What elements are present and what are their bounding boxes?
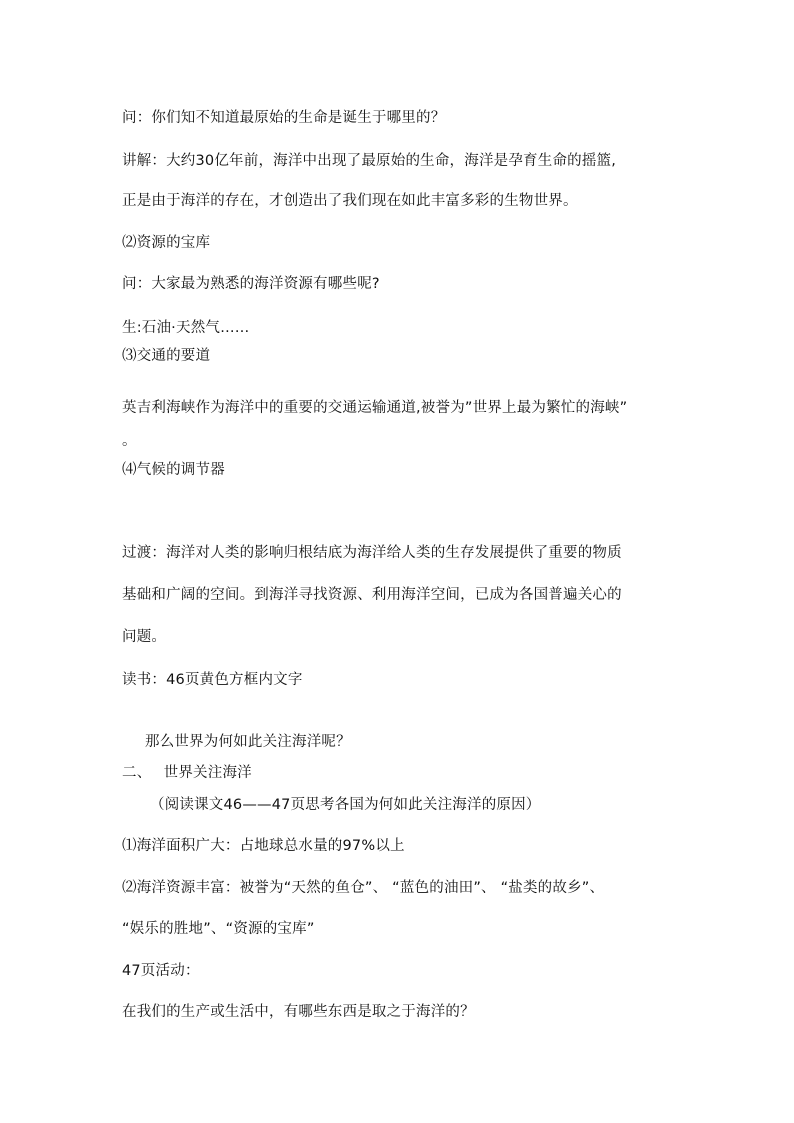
question-world-attention: 那么世界为何如此关注海洋呢？ (145, 734, 351, 750)
reading-assignment: 读书：46页黄色方框内文字 (122, 672, 303, 688)
transition-line-2: 基础和广阔的空间。到海洋寻找资源、利用海洋空间，已成为各国普遍关心的 (122, 587, 622, 603)
question-origin-of-life: 问：你们知不知道最原始的生命是诞生于哪里的？ (122, 110, 446, 126)
reading-instruction: （阅读课文46——47页思考各国为何如此关注海洋的原因） (150, 797, 541, 813)
heading-resource-treasury: ⑵资源的宝库 (122, 235, 211, 251)
activity-question: 在我们的生产或生活中，有哪些东西是取之于海洋的？ (122, 1004, 475, 1020)
activity-heading: 47页活动： (122, 963, 200, 979)
transition-line-3: 问题。 (122, 629, 167, 645)
explanation-line-2: 正是由于海洋的存在，才创造出了我们现在如此丰富多彩的生物世界。 (122, 193, 578, 209)
english-channel-line-2: 。 (122, 433, 137, 449)
question-ocean-resources: 问：大家最为熟悉的海洋资源有哪些呢? (122, 276, 380, 292)
heading-climate-regulator: ⑷气候的调节器 (122, 462, 225, 478)
point-large-area: ⑴海洋面积广大：占地球总水量的97%以上 (122, 838, 405, 854)
section-heading-world-attention: 二、 世界关注海洋 (122, 765, 252, 781)
heading-transport-route: ⑶交通的要道 (122, 348, 211, 364)
point-rich-resources-line-1: ⑵海洋资源丰富：被誉为“天然的鱼仓”、 “蓝色的油田”、 “盐类的故乡”、 (122, 880, 605, 896)
english-channel-line-1: 英吉利海峡作为海洋中的重要的交通运输通道,被誉为”世界上最为繁忙的海峡” (122, 400, 628, 416)
point-rich-resources-line-2: “娱乐的胜地”、“资源的宝库” (122, 921, 315, 937)
explanation-line-1: 讲解：大约30亿年前，海洋中出现了最原始的生命，海洋是孕育生命的摇篮, (122, 153, 617, 169)
transition-line-1: 过渡：海洋对人类的影响归根结底为海洋给人类的生存发展提供了重要的物质 (122, 545, 622, 561)
student-answer: 生:石油·天然气…… (122, 320, 250, 336)
